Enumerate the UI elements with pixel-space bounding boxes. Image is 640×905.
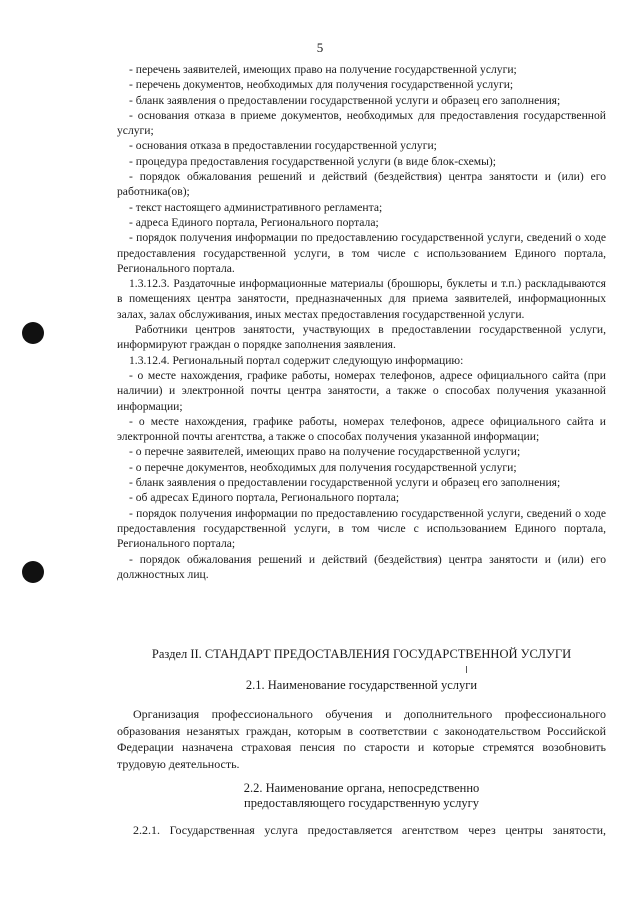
list-item: - процедура предоставления государственной услуги (в виде блок-схемы); — [129, 154, 496, 168]
binder-hole-bottom — [22, 561, 44, 583]
paragraph: 1.3.12.3. Раздаточные информационные материалы (брошюры, буклеты и т.п.) раскладываются в помещениях центра занятости, предназначенных для приема заявителей, информационных залах, залах обслуживания, иных местах предоставления государственной услуги. — [117, 277, 606, 321]
list-item: - перечень документов, необходимых для получения государственной услуги; — [129, 78, 514, 92]
subsection-title-line1: 2.2. Наименование органа, непосредственно — [243, 781, 480, 795]
subsection-title: 2.1. Наименование государственной услуги — [245, 678, 478, 692]
list-item: - об адресах Единого портала, Регионального портала; — [129, 491, 400, 505]
list-item: - бланк заявления о предоставлении государственной услуги и образец его заполнения; — [129, 93, 561, 107]
list-item: - основания отказа в предоставлении государственной услуги; — [129, 139, 437, 153]
binder-hole-top — [22, 322, 44, 344]
list-item: - перечень заявителей, имеющих право на получение государственной услуги; — [129, 63, 517, 76]
list-item: - адреса Единого портала, Регионального портала; — [129, 215, 379, 229]
list-item: - порядок получения информации по предоставлению государственной услуги, сведений о ходе предоставления государственной услуги, в том числе с использованием Единого портала, Регионального портала; — [117, 506, 606, 551]
list-item: - порядок обжалования решений и действий (бездействия) центра занятости и (или) его работника(ов); — [117, 170, 606, 199]
page-number: 5 — [316, 40, 324, 55]
subsection-text — [117, 706, 606, 772]
paragraph: 2.2.1. Государственная услуга предоставляется агентством через центры занятости, — [133, 823, 606, 837]
list-item: - о перечне документов, необходимых для получения государственной услуги; — [129, 460, 517, 474]
list-item: - порядок обжалования решений и действий (бездействия) центра занятости и (или) его должностных лиц. — [117, 552, 606, 581]
list-item: - порядок получения информации по предоставлению государственной услуги, сведений о ходе предоставления государственной услуги, в том числе с использованием Единого портала, Регионального портала. — [117, 231, 606, 275]
list-item: - о перечне заявителей, имеющих право на получение государственной услуги; — [129, 445, 521, 459]
paragraph: Организация профессионального обучения и дополнительного профессионального образования незанятых граждан, которым в соответствии с законодательством Российской Федерации назначена страховая пенсия по старости и которые стремятся возобновить трудовую деятельность. — [117, 707, 606, 771]
list-item: - основания отказа в приеме документов, необходимых для предоставления государственной услуги; — [117, 108, 606, 138]
list-block — [117, 62, 606, 582]
list-item: - бланк заявления о предоставлении государственной услуги и образец его заполнения; — [129, 476, 561, 490]
list-item: - о месте нахождения, графике работы, номерах телефонов, адресе официального сайта (при наличии) и электронной почты центра занятости, а также о способах получения указанной информации; — [117, 368, 606, 413]
paragraph: Работники центров занятости, участвующих в предоставлении государственной услуги, информируют граждан о порядке заполнения заявления. — [117, 323, 606, 352]
list-item: - текст настоящего административного регламента; — [129, 200, 383, 214]
subsection-title-line2: предоставляющего государственную услугу — [244, 796, 479, 810]
paragraph: 1.3.12.4. Региональный портал содержит следующую информацию: — [129, 353, 464, 367]
list-item: - о месте нахождения, графике работы, номерах телефонов, адресе официального сайта и электронной почты агентства, а также о способах получения указанной информации; — [117, 414, 606, 444]
scan-speck — [466, 666, 467, 673]
section-title: Раздел II. СТАНДАРТ ПРЕДОСТАВЛЕНИЯ ГОСУДАРСТВЕННОЙ УСЛУГИ — [151, 647, 572, 661]
